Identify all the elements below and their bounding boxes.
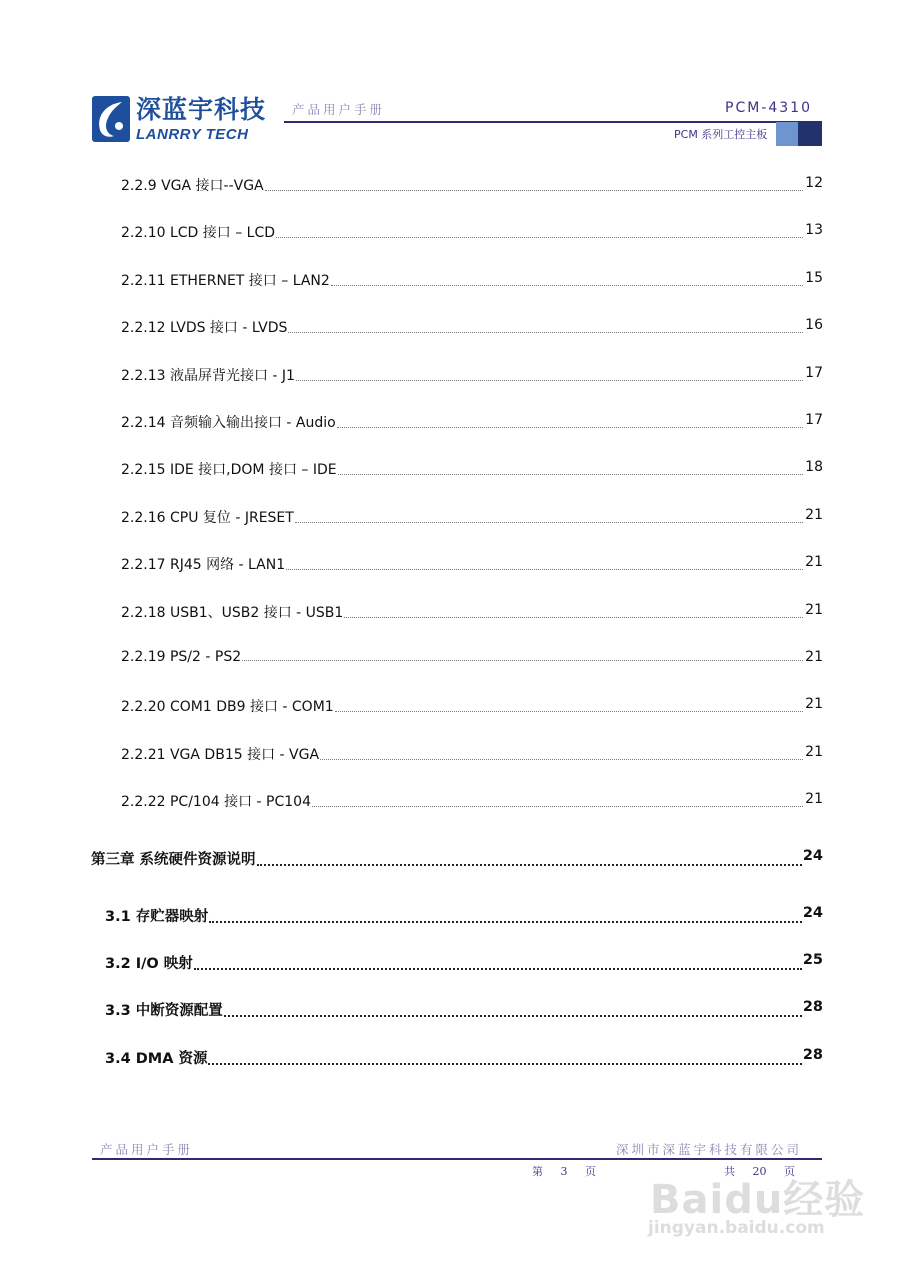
toc-entry[interactable] xyxy=(0,222,904,244)
toc-entry-page: 16 xyxy=(805,317,823,333)
toc-entry[interactable] xyxy=(0,507,904,529)
toc-section-entry[interactable] xyxy=(0,999,904,1021)
toc-entry[interactable] xyxy=(0,649,904,671)
logo-icon xyxy=(92,96,130,142)
header-model: PCM-4310 xyxy=(725,100,812,116)
toc-entry-label: 3.1 存贮器映射 xyxy=(105,909,209,925)
toc-entry[interactable] xyxy=(0,602,904,624)
toc-entry-page: 17 xyxy=(805,365,823,381)
toc-entry-label: 2.2.12 LVDS 接口 - LVDS xyxy=(121,320,288,336)
toc-leader-dots xyxy=(312,806,803,807)
toc-leader-dots xyxy=(320,759,803,760)
logo-cn: 深蓝宇科技 xyxy=(136,95,267,124)
toc-section-entry[interactable] xyxy=(0,952,904,974)
toc-entry-page: 17 xyxy=(805,412,823,428)
toc-entry-label: 2.2.15 IDE 接口,DOM 接口 – IDE xyxy=(121,462,337,478)
toc-entry-page: 18 xyxy=(805,459,823,475)
toc-leader-dots xyxy=(194,968,802,970)
toc-entry[interactable] xyxy=(0,459,904,481)
toc-leader-dots xyxy=(242,660,803,661)
toc-entry[interactable] xyxy=(0,175,904,197)
toc-leader-dots xyxy=(209,921,802,923)
toc-entry-label: 2.2.9 VGA 接口--VGA xyxy=(121,178,264,194)
toc-entry-page: 21 xyxy=(805,602,823,618)
watermark-url: jingyan.baidu.com xyxy=(648,1218,825,1238)
header-block-dark xyxy=(798,122,822,146)
footer-manual: 产品用户手册 xyxy=(100,1142,194,1157)
footer-page-number: 第 3 页 xyxy=(532,1165,596,1178)
footer-company: 深圳市深蓝宇科技有限公司 xyxy=(615,1142,802,1157)
toc-entry-page: 25 xyxy=(802,952,823,968)
header-block-light xyxy=(776,122,798,146)
header-manual-title: 产品用户手册 xyxy=(292,102,386,117)
toc-entry-label: 2.2.18 USB1、USB2 接口 - USB1 xyxy=(121,605,344,621)
toc-entry-label: 2.2.21 VGA DB15 接口 - VGA xyxy=(121,747,320,763)
toc-entry-label: 2.2.16 CPU 复位 - JRESET xyxy=(121,510,294,526)
toc-section-entry[interactable] xyxy=(0,1047,904,1069)
footer-total-pages: 共 20 页 xyxy=(724,1165,795,1178)
watermark-brand: Baidu经验 xyxy=(650,1177,866,1223)
toc-entry[interactable] xyxy=(0,365,904,387)
toc-entry-page: 28 xyxy=(802,999,823,1015)
toc-entry[interactable] xyxy=(0,744,904,766)
toc-entry[interactable] xyxy=(0,554,904,576)
toc-entry[interactable] xyxy=(0,317,904,339)
toc-entry-page: 24 xyxy=(802,905,823,921)
toc-leader-dots xyxy=(338,474,803,475)
toc-leader-dots xyxy=(208,1063,802,1065)
toc-leader-dots xyxy=(265,190,803,191)
toc-leader-dots xyxy=(296,380,803,381)
toc-entry-page: 12 xyxy=(805,175,823,191)
toc-entry-label: 2.2.11 ETHERNET 接口 – LAN2 xyxy=(121,273,330,289)
toc-entry-label: 3.2 I/O 映射 xyxy=(105,956,193,972)
header-rule xyxy=(284,121,822,123)
toc-leader-dots xyxy=(224,1015,802,1017)
toc-entry-page: 21 xyxy=(805,744,823,760)
toc-entry[interactable] xyxy=(0,412,904,434)
toc-chapter-entry[interactable] xyxy=(0,848,904,870)
toc-entry-page: 15 xyxy=(805,270,823,286)
toc-entry-label: 2.2.13 液晶屏背光接口 - J1 xyxy=(121,368,295,384)
toc-entry-page: 28 xyxy=(802,1047,823,1063)
toc-entry[interactable] xyxy=(0,270,904,292)
toc-entry-page: 24 xyxy=(802,848,823,864)
toc-entry-label: 2.2.14 音频输入输出接口 - Audio xyxy=(121,415,336,431)
toc-entry-page: 21 xyxy=(805,791,823,807)
footer-rule xyxy=(92,1158,822,1160)
toc-entry-label: 2.2.10 LCD 接口 – LCD xyxy=(121,225,276,241)
toc-leader-dots xyxy=(286,569,803,570)
toc-entry[interactable] xyxy=(0,791,904,813)
toc-leader-dots xyxy=(337,427,803,428)
toc-entry-page: 21 xyxy=(805,507,823,523)
toc-section-entry[interactable] xyxy=(0,905,904,927)
header-subtitle: PCM 系列工控主板 xyxy=(674,128,768,141)
toc-leader-dots xyxy=(331,285,803,286)
toc-entry[interactable] xyxy=(0,696,904,718)
toc-entry-label: 2.2.20 COM1 DB9 接口 - COM1 xyxy=(121,699,334,715)
toc-leader-dots xyxy=(288,332,803,333)
toc-entry-page: 21 xyxy=(805,696,823,712)
toc-entry-page: 13 xyxy=(805,222,823,238)
toc-leader-dots xyxy=(257,864,802,866)
toc-entry-label: 3.3 中断资源配置 xyxy=(105,1003,223,1019)
toc-leader-dots xyxy=(335,711,803,712)
toc-entry-page: 21 xyxy=(805,554,823,570)
toc-leader-dots xyxy=(344,617,803,618)
toc-entry-label: 第三章 系统硬件资源说明 xyxy=(91,852,256,868)
toc-entry-page: 21 xyxy=(805,649,823,665)
toc-leader-dots xyxy=(276,237,803,238)
toc-entry-label: 2.2.19 PS/2 - PS2 xyxy=(121,649,242,665)
toc-entry-label: 2.2.17 RJ45 网络 - LAN1 xyxy=(121,557,286,573)
toc-entry-label: 2.2.22 PC/104 接口 - PC104 xyxy=(121,794,311,810)
toc-entry-label: 3.4 DMA 资源 xyxy=(105,1051,208,1067)
toc-leader-dots xyxy=(295,522,803,523)
logo-en: LANRRY TECH xyxy=(136,126,249,143)
